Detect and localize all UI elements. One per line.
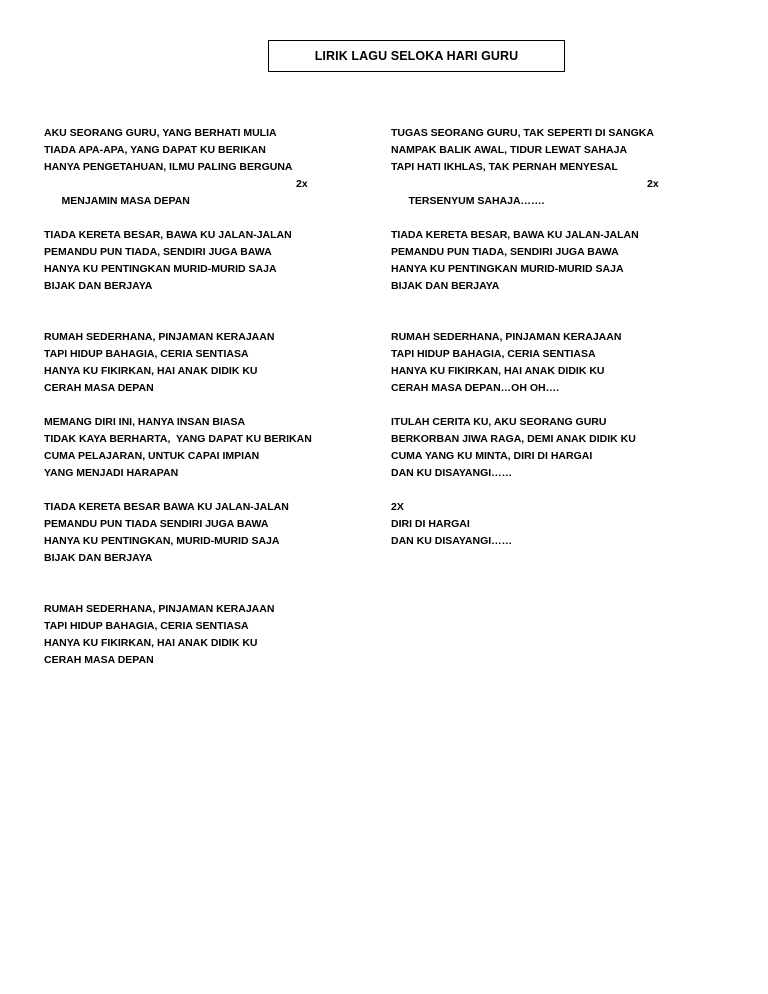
right-stanza-3 [391,329,691,397]
lyric-line: MEMANG DIRI INI, HANYA INSAN BIASA [44,416,246,428]
lyric-line: CERAH MASA DEPAN [44,382,154,394]
lyric-line: HANYA KU PENTINGKAN MURID-MURID SAJA [44,263,277,275]
lyric-line: BIJAK DAN BERJAYA [44,280,153,292]
lyric-line: NAMPAK BALIK AWAL, TIDUR LEWAT SAHAJA [391,144,628,156]
lyric-line: CUMA YANG KU MINTA, DIRI DI HARGAI [391,450,593,462]
lyric-line: 2X [391,501,404,513]
lyric-line: YANG MENJADI HARAPAN [44,467,179,479]
lyric-line-with-repeat [44,176,344,207]
lyric-line: CERAH MASA DEPAN…OH OH…. [391,382,560,394]
lyric-line: HANYA KU FIKIRKAN, HAI ANAK DIDIK KU [44,637,258,649]
lyric-line-text: TERSENYUM SAHAJA……. [408,195,545,207]
title-box [268,40,565,72]
right-stanza-1 [391,125,691,207]
repeat-marker: 2x [296,178,308,190]
lyric-line: BIJAK DAN BERJAYA [44,552,153,564]
lyric-line: DAN KU DISAYANGI…… [391,535,513,547]
left-stanza-6 [44,601,344,669]
lyric-line: TAPI HIDUP BAHAGIA, CERIA SENTIASA [391,348,596,360]
lyric-line: TIADA KERETA BESAR BAWA KU JALAN-JALAN [44,501,289,513]
left-stanza-5 [44,499,344,567]
left-stanza-2 [44,227,344,295]
lyric-line: AKU SEORANG GURU, YANG BERHATI MULIA [44,127,277,139]
lyric-line: TAPI HATI IKHLAS, TAK PERNAH MENYESAL [391,161,618,173]
lyric-line: PEMANDU PUN TIADA, SENDIRI JUGA BAWA [44,246,272,258]
lyric-line: TIADA KERETA BESAR, BAWA KU JALAN-JALAN [44,229,292,241]
left-stanza-4 [44,414,344,482]
repeat-marker: 2x [647,178,659,190]
lyric-line: TIDAK KAYA BERHARTA, YANG DAPAT KU BERIKAN [44,433,312,445]
lyric-line: HANYA PENGETAHUAN, ILMU PALING BERGUNA [44,161,293,173]
lyric-line: TAPI HIDUP BAHAGIA, CERIA SENTIASA [44,620,249,632]
lyric-line: PEMANDU PUN TIADA, SENDIRI JUGA BAWA [391,246,619,258]
lyric-line: TIADA KERETA BESAR, BAWA KU JALAN-JALAN [391,229,639,241]
lyric-line: HANYA KU FIKIRKAN, HAI ANAK DIDIK KU [44,365,258,377]
left-stanza-3 [44,329,344,397]
lyric-line: TAPI HIDUP BAHAGIA, CERIA SENTIASA [44,348,249,360]
right-stanza-4 [391,414,691,482]
lyric-line: PEMANDU PUN TIADA SENDIRI JUGA BAWA [44,518,269,530]
lyric-line: CUMA PELAJARAN, UNTUK CAPAI IMPIAN [44,450,260,462]
page-title: LIRIK LAGU SELOKA HARI GURU [314,49,519,63]
lyric-line: RUMAH SEDERHANA, PINJAMAN KERAJAAN [44,331,275,343]
left-column [44,125,344,669]
lyric-line-with-repeat [391,176,691,207]
lyric-line: BERKORBAN JIWA RAGA, DEMI ANAK DIDIK KU [391,433,636,445]
lyric-line: TUGAS SEORANG GURU, TAK SEPERTI DI SANGKA [391,127,654,139]
lyric-line: RUMAH SEDERHANA, PINJAMAN KERAJAAN [391,331,622,343]
lyric-line: HANYA KU FIKIRKAN, HAI ANAK DIDIK KU [391,365,605,377]
lyric-line-text: MENJAMIN MASA DEPAN [61,195,190,207]
right-stanza-5 [391,499,691,550]
lyric-line: ITULAH CERITA KU, AKU SEORANG GURU [391,416,607,428]
lyric-line: BIJAK DAN BERJAYA [391,280,500,292]
left-stanza-1 [44,125,344,207]
lyric-line: DAN KU DISAYANGI…… [391,467,513,479]
right-stanza-2 [391,227,691,295]
lyric-line: HANYA KU PENTINGKAN, MURID-MURID SAJA [44,535,280,547]
lyric-line: CERAH MASA DEPAN [44,654,154,666]
lyric-line: DIRI DI HARGAI [391,518,470,530]
lyric-line: HANYA KU PENTINGKAN MURID-MURID SAJA [391,263,624,275]
lyric-line: RUMAH SEDERHANA, PINJAMAN KERAJAAN [44,603,275,615]
right-column [391,125,691,550]
lyric-line: TIADA APA-APA, YANG DAPAT KU BERIKAN [44,144,266,156]
